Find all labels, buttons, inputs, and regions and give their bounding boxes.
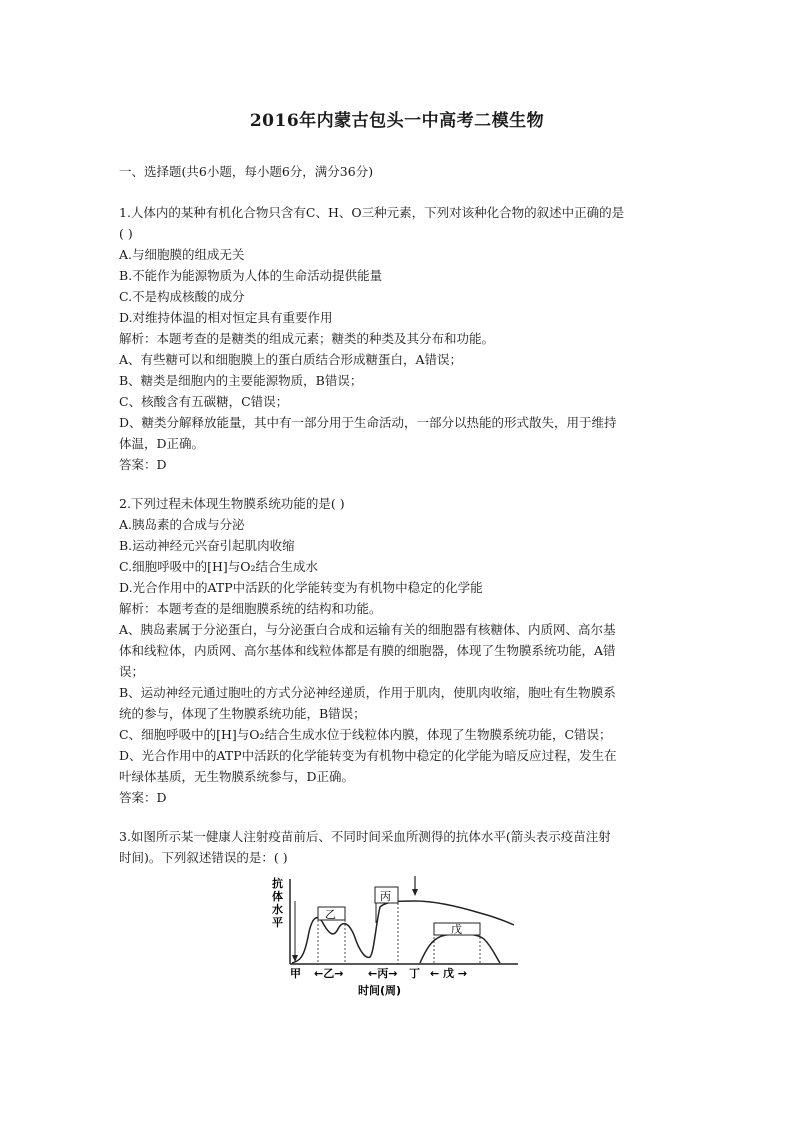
q1-option: A.与细胞膜的组成无关 [119,247,245,262]
q1-option: D.对维持体温的相对恒定具有重要作用 [119,310,333,325]
axis-mark-ding: 丁 [409,967,420,980]
axis-mark-wu: ← 戊 → [430,967,468,980]
antibody-level-figure [270,873,522,1003]
q3-stem-line: 3.如图所示某一健康人注射疫苗前后、不同时间采血所测得的抗体水平(箭头表示疫苗注射 [119,829,611,844]
q3-stem-line: 时间)。下列叙述错误的是：( ) [119,850,288,865]
q1-option: B.不能作为能源物质为人体的生命活动提供能量 [119,268,383,283]
q1-analysis-line: 体温，D正确。 [119,436,205,451]
axis-mark-yi: ←乙→ [314,967,344,980]
label-box-bing-text: 丙 [380,890,391,903]
y-axis-label-char: 体 [272,890,283,903]
label-box-wu-text: 戊 [451,923,462,936]
q1-answer: 答案：D [119,457,167,472]
q1-stem-line: 1.人体内的某种有机化合物只含有C、H、O三种元素，下列对该种化合物的叙述中正确的是 [119,205,625,220]
axis-mark-jia: 甲 [290,967,301,980]
q2-option: C.细胞呼吸中的[H]与O₂结合生成水 [119,559,319,574]
q1-analysis-line: C、核酸含有五碳糖，C错误； [119,394,289,409]
q2-stem-line: 2.下列过程未体现生物膜系统功能的是( ) [119,496,345,511]
q2-analysis-line: 统的参与，体现了生物膜系统功能，B错误； [119,706,366,721]
page-title: 2016年内蒙古包头一中高考二模生物 [249,111,545,131]
q1-analysis-line: 解析：本题考查的是糖类的组成元素；糖类的种类及其分布和功能。 [119,331,495,346]
axis-mark-bing: ←丙→ [368,967,398,980]
q1-option: C.不是构成核酸的成分 [119,289,245,304]
q2-option: A.胰岛素的合成与分泌 [119,517,245,532]
q2-analysis-line: B、运动神经元通过胞吐的方式分泌神经递质，作用于肌肉，使肌肉收缩，胞吐有生物膜系 [119,685,616,700]
antibody-figure-svg [270,873,522,1003]
q2-analysis-line: D、光合作用中的ATP中活跃的化学能转变为有机物中稳定的化学能为暗反应过程，发生在 [119,748,617,763]
q2-option: B.运动神经元兴奋引起肌肉收缩 [119,538,295,553]
q2-analysis-line: 解析：本题考查的是细胞膜系统的结构和功能。 [119,601,382,616]
antibody-curve-secondary [420,934,500,963]
y-axis-label-char: 平 [272,916,283,929]
q2-option: D.光合作用中的ATP中活跃的化学能转变为有机物中稳定的化学能 [119,580,483,595]
label-box-yi-text: 乙 [325,908,336,921]
section-heading: 一、选择题(共6小题，每小题6分，满分36分) [119,164,374,179]
y-axis-label-char: 水 [272,903,283,916]
y-axis-label-char: 抗 [272,877,283,890]
q1-analysis-line: B、糖类是细胞内的主要能源物质，B错误； [119,373,363,388]
q1-stem-line: ( ) [119,226,133,241]
q2-answer: 答案：D [119,790,167,805]
q2-analysis-line: 叶绿体基质，无生物膜系统参与，D正确。 [119,769,355,784]
q2-analysis-line: 误； [119,664,145,679]
x-axis-label: 时间(周) [358,984,402,997]
q1-analysis-line: D、糖类分解释放能量，其中有一部分用于生命活动，一部分以热能的形式散失，用于维持 [119,415,617,430]
q2-analysis-line: C、细胞呼吸中的[H]与O₂结合生成水位于线粒体内膜，体现了生物膜系统功能，C错误； [119,727,612,742]
q2-analysis-line: 体和线粒体，内质网、高尔基体和线粒体都是有膜的细胞器，体现了生物膜系统功能，A错 [119,643,616,658]
q2-analysis-line: A、胰岛素属于分泌蛋白，与分泌蛋白合成和运输有关的细胞器有核糖体、内质网、高尔基 [119,622,616,637]
q1-analysis-line: A、有些糖可以和细胞膜上的蛋白质结合形成糖蛋白，A错误； [119,352,463,367]
arrowhead-icon [412,889,418,896]
